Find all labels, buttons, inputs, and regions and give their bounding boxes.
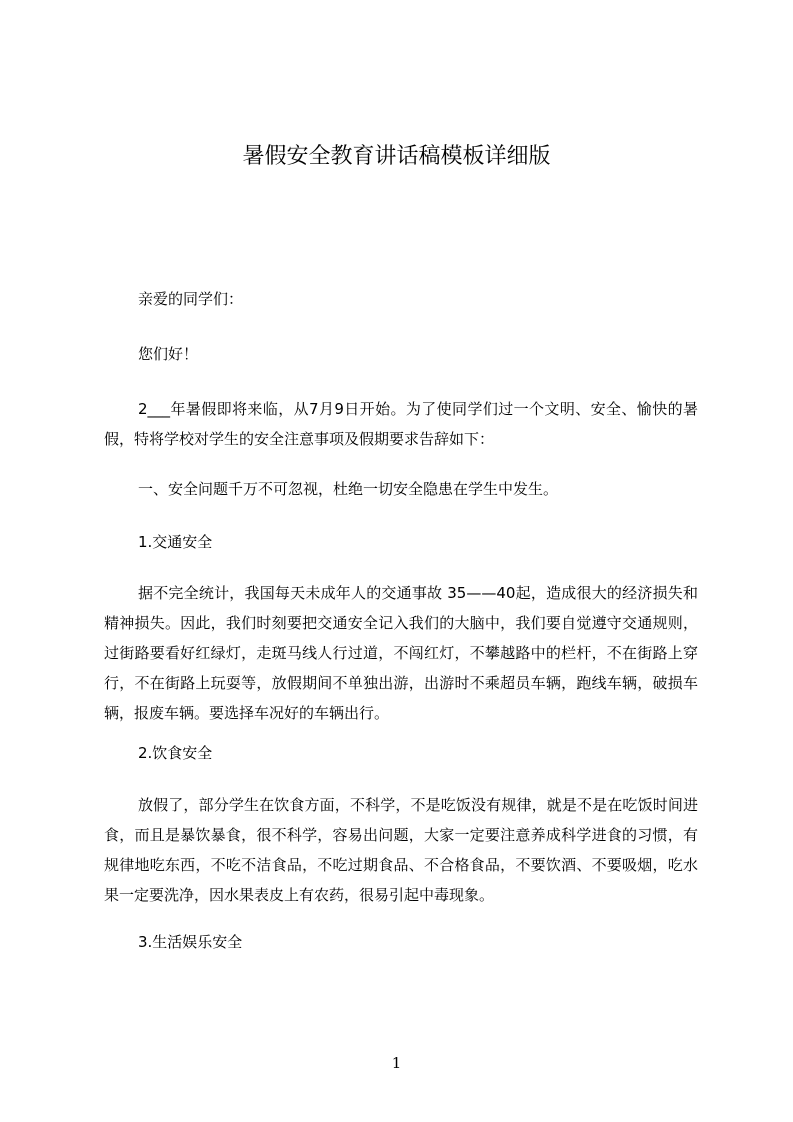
page-number: 1 [391,1054,402,1072]
traffic-safety-paragraph: 据不完全统计，我国每天未成年人的交通事故 35——40起，造成很大的经济损失和精神损失。因此，我们时刻要把交通安全记入我们的大脑中，我们要自觉遵守交通规则，过街路要看好红绿灯，走斑马线人行过道，不闯红灯，不攀越路中的栏杆，不在街路上穿行，不在街路上玩耍等，放假期间不单独出游，出游时不乘超员车辆，跑线车辆，破损车辆，报废车辆。要选择车况好的车辆出行。 [104,584,698,722]
food-safety-paragraph: 放假了，部分学生在饮食方面，不科学，不是吃饭没有规律，就是不是在吃饭时间进食，而且是暴饮暴食，很不科学，容易出问题，大家一定要注意养成科学进食的习惯，有规律地吃东西，不吃不洁食品，不吃过期食品、不合格食品，不要饮酒、不要吸烟，吃水果一定要洗净，因水果表皮上有农药，很易引起中毒现象。 [104,796,698,904]
section-heading-safety: 一、安全问题千万不可忽视，杜绝一切安全隐患在学生中发生。 [138,480,559,498]
subheading-food-safety: 2.饮食安全 [138,744,213,762]
document-title: 暑假安全教育讲话稿模板详细版 [242,144,551,169]
subheading-life-entertainment-safety: 3.生活娱乐安全 [138,933,243,951]
subheading-traffic-safety: 1.交通安全 [138,533,213,551]
salutation: 亲爱的同学们： [138,290,244,308]
intro-paragraph: 2___年暑假即将来临，从7月9日开始。为了使同学们过一个文明、安全、愉快的暑假，特将学校对学生的安全注意事项及假期要求告辞如下： [104,400,698,448]
greeting: 您们好！ [138,345,199,363]
